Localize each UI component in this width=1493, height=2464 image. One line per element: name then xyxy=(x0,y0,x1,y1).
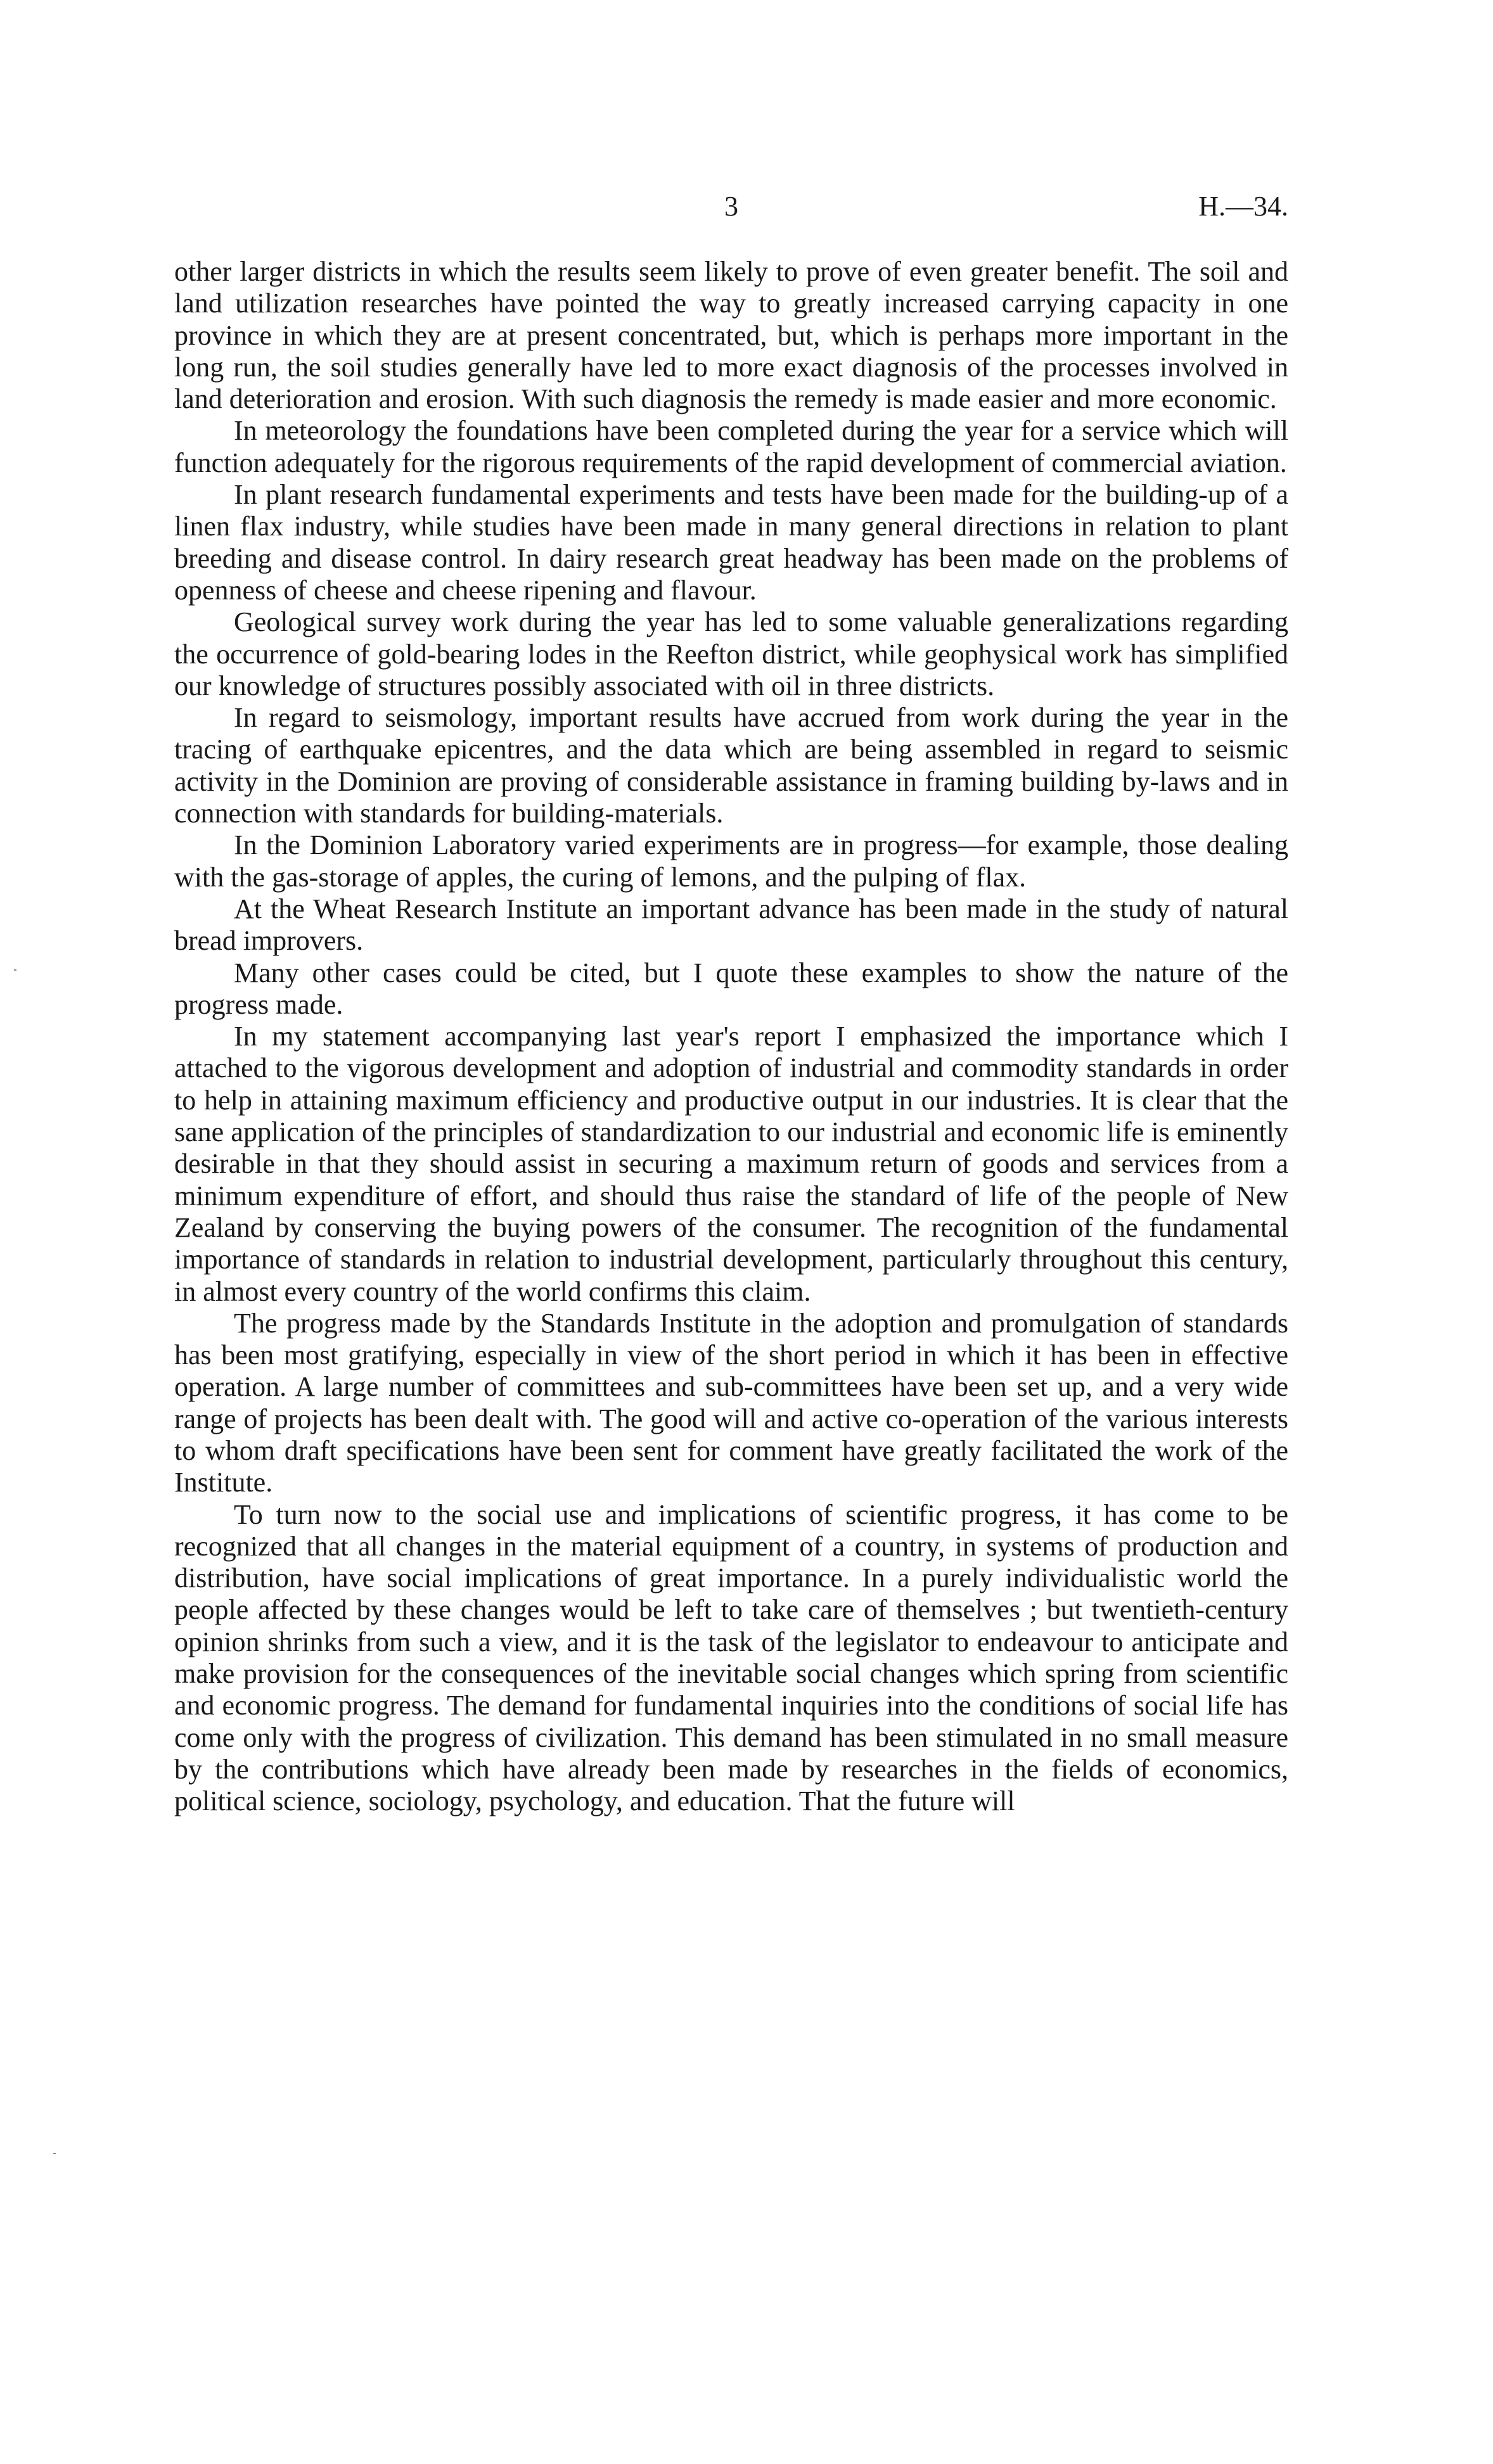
paper-reference: H.—34. xyxy=(1198,191,1288,222)
paragraph-9: In my statement accompanying last year's report I emphasized the importance which I attached to the vigorous development and adoption of industrial and commodity standards in order to help in attaining maximum efficiency and productive output in our industries. It is clear that the sane application of the principles of standardization to our industrial and economic life is eminently desirable in that they should assist in securing a maximum return of goods and services from a minimum expenditure of effort, and should thus raise the standard of life of the people of New Zealand by conserving the buying powers of the consumer. The recognition of the fundamental importance of standards in relation to industrial development, particularly throughout this century, in almost every country of the world confirms this claim. xyxy=(174,1021,1288,1307)
paragraph-1: other larger districts in which the results seem likely to prove of even greater benefit. The soil and land utilization researches have pointed the way to greatly increased carrying capacity in one province in which they are at present concentrated, but, which is perhaps more important in the long run, the soil studies generally have led to more exact diagnosis of the processes involved in land deterioration and erosion. With such diagnosis the remedy is made easier and more economic. xyxy=(174,256,1288,415)
scan-speck xyxy=(53,2153,56,2154)
paragraph-7: At the Wheat Research Institute an important advance has been made in the study of natural bread improvers. xyxy=(174,893,1288,957)
paragraph-10: The progress made by the Standards Institute in the adoption and promulgation of standards has been most gratifying, especially in view of the short period in which it has been in effective operation. A large number of committees and sub-committees have been set up, and a very wide range of projects has been dealt with. The good will and active co-operation of the various interests to whom draft specifications have been sent for comment have greatly facilitated the work of the Institute. xyxy=(174,1307,1288,1498)
paragraph-5: In regard to seismology, important results have accrued from work during the year in the tracing of earthquake epicentres, and the data which are being assembled in regard to seismic activity in the Dominion are proving of considerable assistance in framing building by-laws and in connection with standards for building-materials. xyxy=(174,702,1288,829)
paragraph-11: To turn now to the social use and implications of scientific progress, it has come to be recognized that all changes in the material equipment of a country, in systems of production and distribution, have social implications of great importance. In a purely individualistic world the people affected by these changes would be left to take care of themselves ; but twentieth-century opinion shrinks from such a view, and it is the task of the legislator to endeavour to anticipate and make provision for the consequences of the inevitable social changes which spring from scientific and economic progress. The demand for fundamental inquiries into the conditions of social life has come only with the progress of civilization. This demand has been stimulated in no small measure by the contributions which have already been made by researches in the fields of economics, political science, sociology, psychology, and education. That the future will xyxy=(174,1498,1288,1817)
page-number: 3 xyxy=(724,191,738,222)
scan-speck xyxy=(14,969,16,971)
paragraph-6: In the Dominion Laboratory varied experiments are in progress—for example, those dealing with the gas-storage of apples, the curing of lemons, and the pulping of flax. xyxy=(174,829,1288,893)
paragraph-3: In plant research fundamental experiments and tests have been made for the building-up of a linen flax industry, while studies have been made in many general directions in relation to plant breeding and disease control. In dairy research great headway has been made on the problems of openness of cheese and cheese ripening and flavour. xyxy=(174,479,1288,606)
paragraph-2: In meteorology the foundations have been completed during the year for a service which will function adequately for the rigorous requirements of the rapid development of commercial aviation. xyxy=(174,415,1288,478)
page-header xyxy=(174,188,1288,226)
paragraph-8: Many other cases could be cited, but I quote these examples to show the nature of the progress made. xyxy=(174,957,1288,1020)
body-text xyxy=(174,256,1288,1818)
paragraph-4: Geological survey work during the year has led to some valuable generalizations regarding the occurrence of gold-bearing lodes in the Reefton district, while geophysical work has simplified our knowledge of structures possibly associated with oil in three districts. xyxy=(174,606,1288,701)
